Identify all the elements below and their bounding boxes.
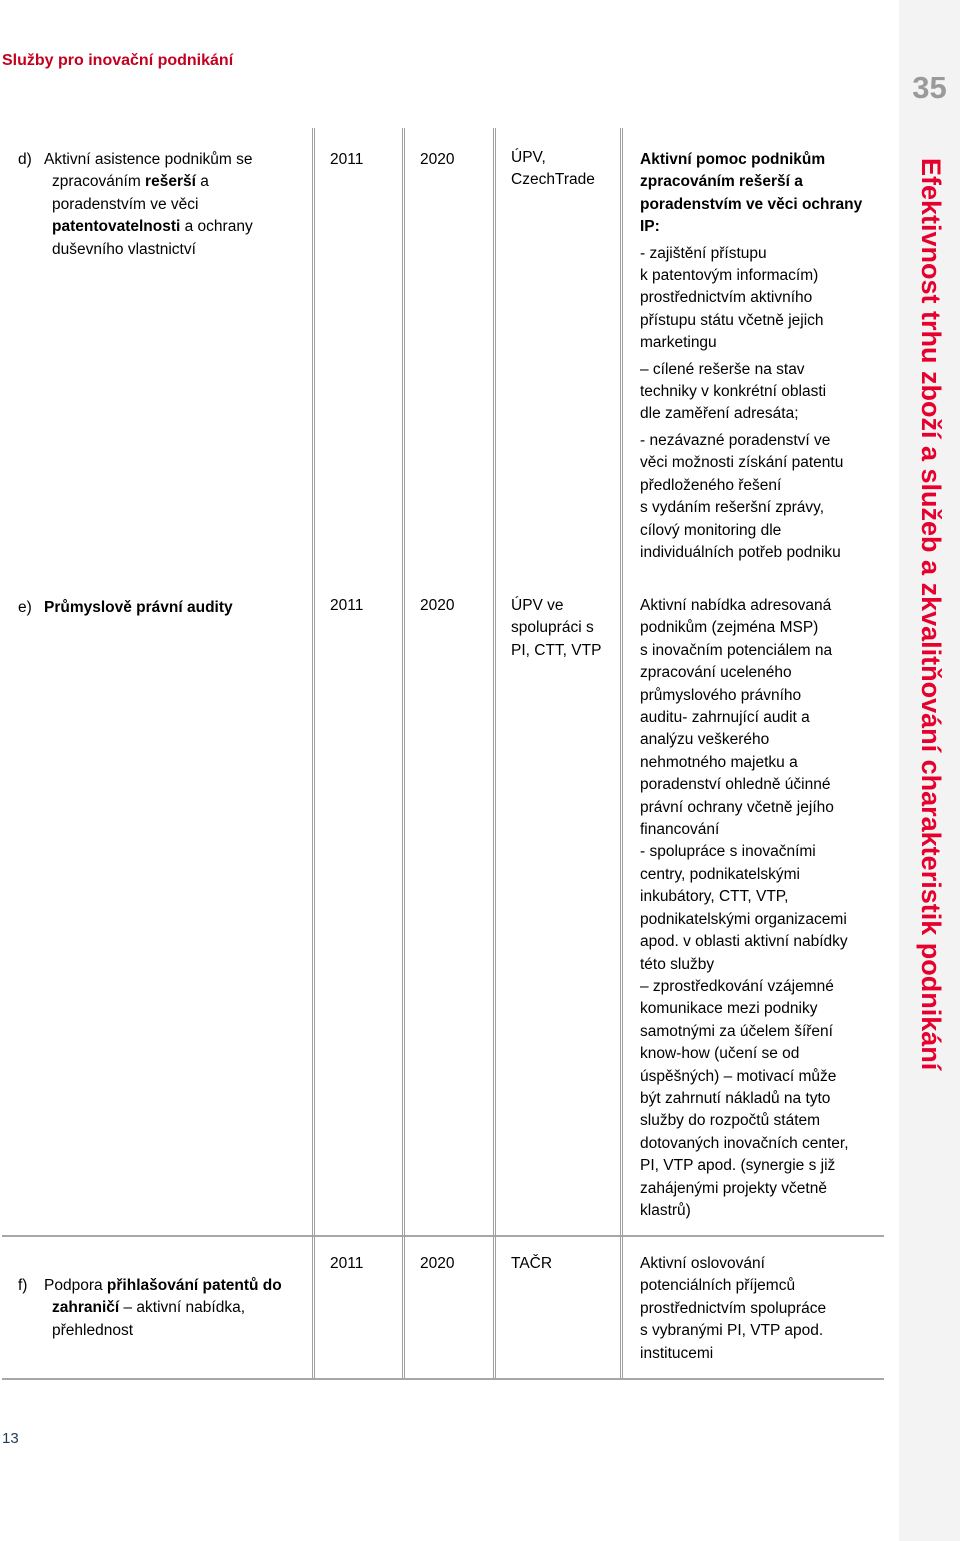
row-f-label: f) Podpora přihlašování patentů do zahraničí – aktivní nabídka, přehlednost: [18, 1277, 282, 1339]
chapter-page-number: 35: [912, 70, 947, 105]
column-divider: [493, 128, 496, 1379]
row-d-year-from: 2011: [330, 151, 364, 168]
running-header: Služby pro inovační podnikání: [2, 52, 234, 69]
row-d-year-to: 2020: [420, 151, 455, 168]
row-e-year-from: 2011: [330, 597, 364, 614]
row-f-year-from: 2011: [330, 1255, 364, 1272]
row-f-description: Aktivní oslovování potenciálních příjemců prostřednictvím spolupráce s vybranými PI, VTP apod. institucemi: [640, 1255, 827, 1362]
row-e-organization: ÚPV ve spolupráci s PI, CTT, VTP: [511, 597, 602, 659]
column-divider: [620, 128, 623, 1379]
row-d-description: Aktivní pomoc podnikům zpracováním rešerší a poradenstvím ve věci ochrany IP: - zajištění přístupu k patentovým informacím) prostřednictvím aktivního přístupu státu včetně jejich marketingu – cílené rešerše na stav techniky v konkrétní oblasti dle zaměření adresáta; - nezávazné poradenství ve věci možnosti získání patentu předloženého řešení s vydáním rešeršní zprávy, cílový monitoring dle individuálních potřeb podniku: [640, 151, 863, 561]
page-number: 13: [2, 1430, 19, 1447]
row-e-label: e) Průmyslově právní audity: [18, 599, 233, 616]
row-d-organization: ÚPV, CzechTrade: [511, 149, 595, 189]
column-divider: [402, 128, 405, 1379]
row-f-year-to: 2020: [420, 1255, 455, 1272]
column-divider: [312, 128, 315, 1379]
table-bottom-border: [2, 1378, 884, 1380]
row-f-organization: TAČR: [511, 1255, 553, 1272]
row-e-year-to: 2020: [420, 597, 455, 614]
row-e-description: Aktivní nabídka adresovaná podnikům (zejména MSP) s inovačním potenciálem na zpracování uceleného průmyslového právního auditu- zahrnující audit a analýzu veškerého nehmotného majetku a poradenství ohledně účinné právní ochrany včetně jejího financování - spolupráce s inovačními centry, podnikatelskými inkubátory, CTT, VTP, podnikatelskými organizacemi apod. v oblasti aktivní nabídky této služby – zprostředkování vzájemné komunikace mezi podniky samotnými za účelem šíření know-how (učení se od úspěšných) – motivací může být zahrnutí nákladů na tyto služby do rozpočtů státem dotovaných inovačních center, PI, VTP apod. (synergie s již zahájenými projekty včetně klastrů): [640, 597, 849, 1219]
chapter-title: Efektivnost trhu zboží a služeb a zkvalitňování charakteristik podnikání: [916, 158, 946, 1071]
row-divider: [2, 1235, 884, 1237]
sidebar-band: [899, 0, 960, 1541]
row-d-label: d) Aktivní asistence podnikům se zpracováním rešerší a poradenstvím ve věci patentovatelnosti a ochrany duševního vlastnictví: [18, 151, 253, 258]
